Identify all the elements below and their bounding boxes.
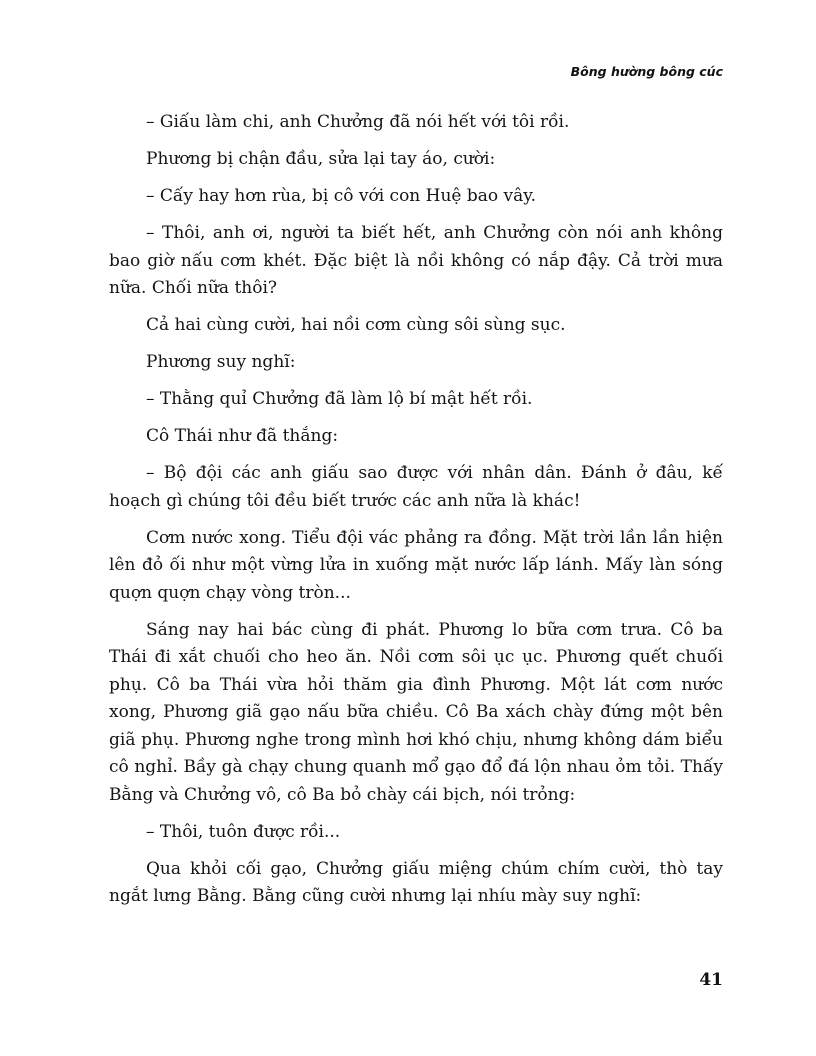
paragraph: – Giấu làm chi, anh Chưởng đã nói hết với tôi rồi. xyxy=(146,112,570,132)
paragraph: – Thôi, tuôn được rồi... xyxy=(146,821,341,842)
body-text xyxy=(109,109,723,920)
paragraph: – Thằng quỉ Chưởng đã làm lộ bí mật hết rồi. xyxy=(146,389,533,409)
paragraph: Sáng nay hai bác cùng đi phát. Phương lo bữa cơm trưa. Cô ba Thái đi xắt chuối cho heo ăn. Nồi cơm sôi ục ục. Phương quết chuối phụ. Cô ba Thái vừa hỏi thăm gia đình Phương. Một lát cơm nước xong, Phương giã gạo nấu bữa chiều. Cô Ba xách chày đứng một bên giã phụ. Phương nghe trong mình hơi khó chịu, nhưng không dám biểu cô nghỉ. Bầy gà chạy chung quanh mổ gạo đổ đá lộn nhau ỏm tỏi. Thấy Bằng và Chưởng vô, cô Ba bỏ chày cái bịch, nói trỏng: xyxy=(109,619,723,805)
paragraph: Cả hai cùng cười, hai nồi cơm cùng sôi sùng sục. xyxy=(146,315,566,335)
paragraph: – Bộ đội các anh giấu sao được với nhân dân. Đánh ở đâu, kế hoạch gì chúng tôi đều biết trước các anh nữa là khác! xyxy=(109,463,723,511)
paragraph: Qua khỏi cối gạo, Chưởng giấu miệng chúm chím cười, thò tay ngắt lưng Bằng. Bằng cũng cười nhưng lại nhíu mày suy nghĩ: xyxy=(109,858,723,906)
paragraph: Cô Thái như đã thắng: xyxy=(146,426,339,446)
paragraph: Phương bị chận đầu, sửa lại tay áo, cười: xyxy=(146,149,496,169)
running-header: Bông hường bông cúc xyxy=(570,64,723,79)
paragraph: Phương suy nghĩ: xyxy=(146,352,296,372)
paragraph: – Cấy hay hơn rùa, bị cô với con Huệ bao vây. xyxy=(146,186,537,206)
page-number: 41 xyxy=(699,970,723,990)
paragraph: – Thôi, anh ơi, người ta biết hết, anh Chưởng còn nói anh không bao giờ nấu cơm khét. Đặc biệt là nồi không có nắp đậy. Cả trời mưa nữa. Chối nữa thôi? xyxy=(109,223,723,298)
paragraph: Cơm nước xong. Tiểu đội vác phảng ra đồng. Mặt trời lần lần hiện lên đỏ ối như một vừng lửa in xuống mặt nước lấp lánh. Mấy làn sóng quợn quợn chạy vòng tròn... xyxy=(109,527,723,603)
